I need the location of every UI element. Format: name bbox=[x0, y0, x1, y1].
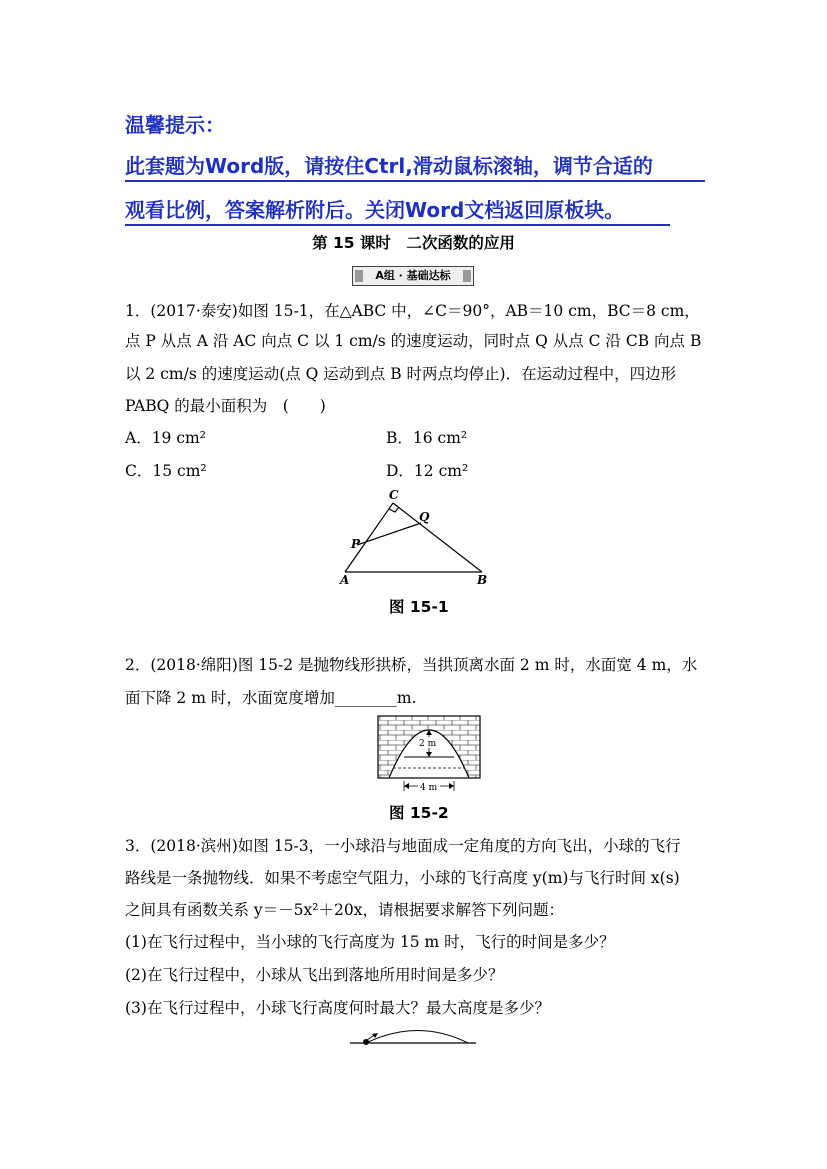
q1-line: 以 2 cm/s 的速度运动(点 Q 运动到点 B 时两点均停止)．在运动过程中，四边形 bbox=[125, 365, 677, 383]
q1-option-b: B．16 cm² bbox=[386, 429, 468, 447]
q2-line: 面下降 2 m 时，水面宽度增加________m. bbox=[125, 689, 417, 707]
group-badge: A组 · 基础达标 bbox=[352, 266, 474, 286]
fig1-label-q: Q bbox=[419, 510, 430, 524]
fig1-label-a: A bbox=[340, 573, 350, 587]
q1-option-a: A．19 cm² bbox=[125, 429, 206, 447]
fig1-label-b: B bbox=[477, 573, 488, 587]
q1-line: PABQ 的最小面积为 ( ) bbox=[125, 397, 326, 415]
q1-option-c: C．15 cm² bbox=[125, 462, 207, 480]
q1-option-d: D．12 cm² bbox=[386, 462, 469, 480]
figure-15-1-caption: 图 15-1 bbox=[389, 598, 449, 616]
q2-line: 2．(2018·绵阳)图 15-2 是抛物线形拱桥，当拱顶离水面 2 m 时，水面宽 4 m，水 bbox=[125, 656, 698, 674]
tip-line-2: 观看比例，答案解析附后。关闭Word文档返回原板块。 bbox=[125, 196, 670, 226]
q3-line: (3)在飞行过程中，小球飞行高度何时最大？最大高度是多少？ bbox=[125, 999, 550, 1017]
q3-line: 路线是一条抛物线．如果不考虑空气阻力，小球的飞行高度 y(m)与飞行时间 x(s) bbox=[125, 869, 680, 887]
q1-line: 点 P 从点 A 沿 AC 向点 C 以 1 cm/s 的速度运动，同时点 Q 从点 C 沿 CB 向点 B bbox=[125, 332, 702, 350]
q1-line: 1．(2017·泰安)如图 15-1，在△ABC 中，∠C＝90°，AB＝10 cm，BC＝8 cm， bbox=[125, 302, 700, 320]
tip-line-1: 此套题为Word版，请按住Ctrl,滑动鼠标滚轴，调节合适的 bbox=[125, 152, 705, 182]
fig1-label-c: C bbox=[389, 488, 399, 502]
q3-line: 3．(2018·滨州)如图 15-3，一小球沿与地面成一定角度的方向飞出，小球的飞行 bbox=[125, 837, 681, 855]
fig2-width-label: 4 m bbox=[420, 783, 438, 793]
q3-line: (1)在飞行过程中，当小球的飞行高度为 15 m 时，飞行的时间是多少？ bbox=[125, 933, 615, 951]
lesson-title: 第 15 课时 二次函数的应用 bbox=[312, 234, 515, 252]
fig1-label-p: P bbox=[351, 537, 361, 551]
tip-heading: 温馨提示： bbox=[125, 113, 225, 137]
q3-line: (2)在飞行过程中，小球从飞出到落地所用时间是多少？ bbox=[125, 966, 504, 984]
figure-15-2-caption: 图 15-2 bbox=[389, 804, 449, 822]
fig2-height-label: 2 m bbox=[419, 739, 437, 749]
q3-line: 之间具有函数关系 y＝－5x²＋20x，请根据要求解答下列问题： bbox=[125, 901, 564, 919]
